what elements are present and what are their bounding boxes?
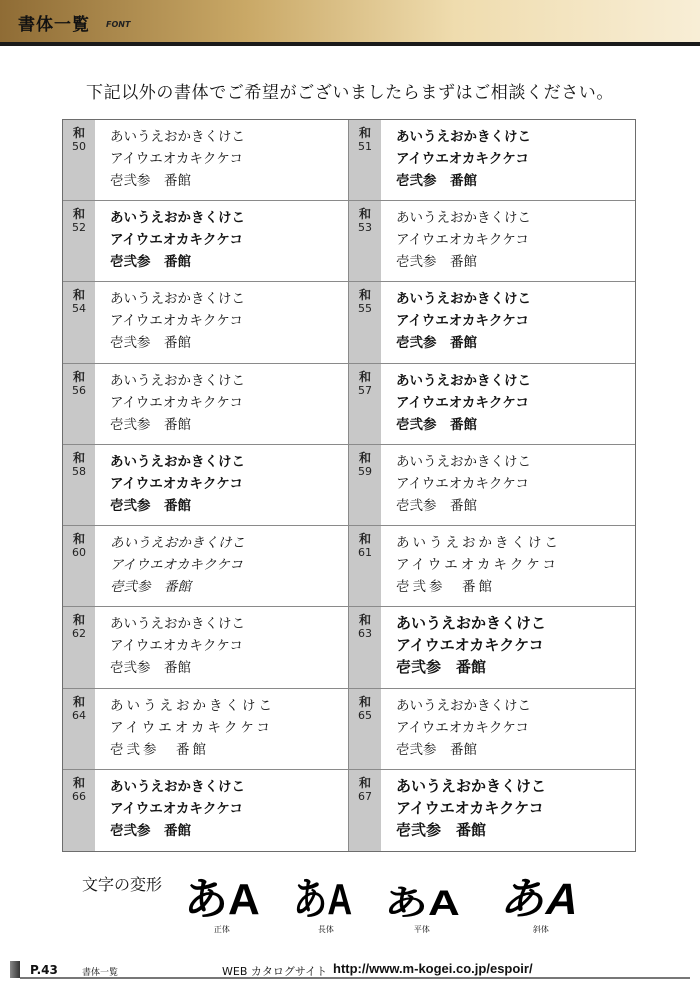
variation-oblique-glyph: あA [497,875,586,924]
variation-condensed [293,875,369,935]
font-label-kanji: 和 [72,532,85,547]
font-sample-text [381,607,546,687]
footer-url-link[interactable]: http://www.m-kogei.co.jp/espoir/ [333,961,533,976]
font-label-number: 60 [72,546,86,560]
font-sample-text [95,770,245,851]
variation-flat [384,883,460,935]
sample-hiragana: あいうえおかきくけこ [110,129,245,145]
variation-title: 文字の変形 [82,875,163,894]
sample-katakana: アイウエオカキクケコ [110,719,273,736]
sample-hiragana: あいうえおかきくけこ [396,291,531,308]
sample-kanji: 壱弐参 番館 [396,821,487,839]
font-label-number: 57 [358,383,372,397]
font-sample-text [381,364,531,444]
sample-katakana: アイウエオカキクケコ [396,799,544,817]
font-sample-text [381,120,531,200]
font-sample-text [95,445,245,525]
sample-katakana: アイウエオカキクケコ [396,475,529,492]
sample-kanji: 壱弐参 番館 [110,416,191,433]
font-sample-text [381,526,561,606]
variation-flat-glyph: あA [384,883,460,923]
sample-kanji: 壱弐参 番館 [110,741,209,758]
font-label-number: 64 [72,708,86,722]
font-sample-text [381,282,531,362]
font-label [63,364,95,444]
sample-katakana: アイウエオカキクケコ [396,394,529,411]
font-label-number: 65 [358,708,372,722]
font-label-kanji: 和 [358,450,371,465]
sample-katakana: アイウエオカキクケコ [396,232,529,249]
font-sample-cell [349,607,635,688]
font-label [349,445,381,525]
font-label [349,120,381,200]
sample-kanji: 壱弐参 番館 [396,659,487,677]
font-label-number: 52 [72,221,86,235]
footer-category: 書体一覧 [82,968,119,978]
sample-kanji: 壱弐参 番館 [110,579,191,596]
font-label [349,201,381,281]
font-sample-text [95,282,245,362]
font-sample-text [381,445,531,525]
page-subtitle: FONT [106,20,131,29]
variation-condensed-glyph: あA [293,875,353,924]
font-sample-cell [349,689,635,770]
sample-hiragana: あいうえおかきくけこ [110,210,245,227]
sample-katakana: アイウエオカキクケコ [110,800,243,817]
sample-hiragana: あいうえおかきくけこ [396,453,531,470]
sample-katakana: アイウエオカキクケコ [110,475,243,492]
font-label [349,689,381,769]
sample-hiragana: あいうえおかきくけこ [110,453,245,470]
font-label-number: 58 [72,464,86,478]
header-rule [0,42,700,46]
sample-hiragana: あいうえおかきくけこ [110,778,245,795]
intro-text: 下記以外の書体でご希望がございましたらまずはご相談ください。 [86,83,614,103]
font-sample-text [95,607,245,687]
footer-web-label: WEB カタログサイト [222,965,328,978]
font-sample-cell [63,607,349,688]
font-label-kanji: 和 [72,694,85,709]
sample-kanji: 壱弐参 番館 [396,335,477,352]
font-label-number: 59 [358,464,372,478]
font-label-number: 53 [358,221,372,235]
sample-kanji: 壱弐参 番館 [396,741,477,758]
font-label-kanji: 和 [358,532,371,547]
font-sample-cell [63,201,349,282]
font-sample-cell [63,689,349,770]
sample-hiragana: あいうえおかきくけこ [396,615,547,633]
font-label-kanji: 和 [72,288,85,303]
font-label [349,526,381,606]
font-label-kanji: 和 [358,613,371,628]
font-label [63,526,95,606]
page-number: P.43 [30,963,58,977]
font-sample-cell [63,120,349,201]
font-sample-cell [63,282,349,363]
font-sample-cell [349,364,635,445]
footer-marker [10,961,20,978]
sample-kanji: 壱弐参 番館 [110,254,191,271]
font-label-kanji: 和 [358,288,371,303]
sample-katakana: アイウエオカキクケコ [396,313,529,330]
sample-katakana: アイウエオカキクケコ [110,151,243,167]
variation-normal-glyph: あA [184,875,260,924]
font-label [63,282,95,362]
font-sample-table [62,119,636,852]
font-label [63,770,95,851]
font-label-number: 61 [358,546,372,560]
font-sample-cell [349,526,635,607]
sample-katakana: アイウエオカキクケコ [110,638,243,655]
sample-katakana: アイウエオカキクケコ [396,151,529,167]
sample-hiragana: あいうえおかきくけこ [110,535,245,552]
sample-hiragana: あいうえおかきくけこ [110,697,275,714]
sample-hiragana: あいうえおかきくけこ [110,291,245,308]
font-sample-cell [63,526,349,607]
font-label-kanji: 和 [72,369,85,384]
font-label-number: 54 [72,302,86,316]
font-label [63,689,95,769]
sample-kanji: 壱弐参 番館 [396,416,477,433]
header-bar [0,0,700,42]
sample-kanji: 壱弐参 番館 [396,579,495,596]
variation-oblique-caption: 斜体 [532,925,549,934]
sample-hiragana: あいうえおかきくけこ [110,616,245,633]
font-label-number: 63 [358,627,372,641]
font-sample-cell [349,445,635,526]
font-sample-text [95,689,275,769]
font-sample-cell [349,201,635,282]
font-label-number: 50 [72,140,86,153]
font-label-kanji: 和 [358,775,371,790]
font-sample-cell [63,364,349,445]
sample-kanji: 壱弐参 番館 [396,497,477,514]
font-label-kanji: 和 [358,207,371,222]
font-sample-cell [63,770,349,851]
font-sample-text [381,689,531,769]
font-label-number: 67 [358,789,372,803]
font-sample-text [95,526,245,606]
font-label [63,201,95,281]
sample-hiragana: あいうえおかきくけこ [396,777,547,795]
font-label [63,120,95,200]
sample-hiragana: あいうえおかきくけこ [396,697,531,714]
footer-rule [20,977,690,979]
page-title: 書体一覧 [18,15,90,35]
font-label-kanji: 和 [72,207,85,222]
font-label-kanji: 和 [72,450,85,465]
variation-flat-caption: 平体 [413,925,430,934]
font-label-kanji: 和 [358,694,371,709]
font-label-number: 66 [72,789,86,803]
font-sample-text [381,201,531,281]
font-sample-cell [349,770,635,851]
sample-hiragana: あいうえおかきくけこ [396,535,561,552]
sample-hiragana: あいうえおかきくけこ [396,129,531,145]
font-label [349,770,381,851]
sample-kanji: 壱弐参 番館 [110,335,191,352]
font-label-kanji: 和 [358,126,371,140]
sample-katakana: アイウエオカキクケコ [396,719,529,736]
font-label-number: 55 [358,302,372,316]
font-label [63,445,95,525]
variation-condensed-caption: 長体 [317,925,334,934]
font-label-number: 56 [72,383,86,397]
sample-katakana: アイウエオカキクケコ [110,232,243,249]
sample-kanji: 壱弐参 番館 [110,173,191,189]
sample-katakana: アイウエオカキクケコ [396,637,544,655]
sample-kanji: 壱弐参 番館 [110,497,191,514]
font-label-kanji: 和 [72,775,85,790]
sample-katakana: アイウエオカキクケコ [110,313,243,330]
font-sample-text [95,201,245,281]
sample-hiragana: あいうえおかきくけこ [396,372,531,389]
sample-kanji: 壱弐参 番館 [396,173,477,189]
font-sample-text [381,770,546,851]
sample-katakana: アイウエオカキクケコ [110,394,243,411]
font-label-kanji: 和 [72,126,85,140]
sample-kanji: 壱弐参 番館 [396,254,477,271]
sample-hiragana: あいうえおかきくけこ [396,210,531,227]
font-sample-text [95,120,245,200]
font-sample-cell [63,445,349,526]
font-label [349,364,381,444]
font-sample-cell [349,120,635,201]
font-label-kanji: 和 [358,369,371,384]
font-label [349,282,381,362]
variation-normal-caption: 正体 [213,925,230,934]
sample-kanji: 壱弐参 番館 [110,822,191,839]
sample-hiragana: あいうえおかきくけこ [110,372,245,389]
font-label-kanji: 和 [72,613,85,628]
font-label [349,607,381,687]
sample-kanji: 壱弐参 番館 [110,660,191,677]
font-label [63,607,95,687]
sample-katakana: アイウエオカキクケコ [396,557,559,574]
variation-oblique [497,875,586,935]
variation-normal [184,875,260,935]
font-label-number: 62 [72,627,86,641]
font-sample-cell [349,282,635,363]
sample-katakana: アイウエオカキクケコ [110,557,243,574]
font-label-number: 51 [358,140,372,153]
font-sample-text [95,364,245,444]
